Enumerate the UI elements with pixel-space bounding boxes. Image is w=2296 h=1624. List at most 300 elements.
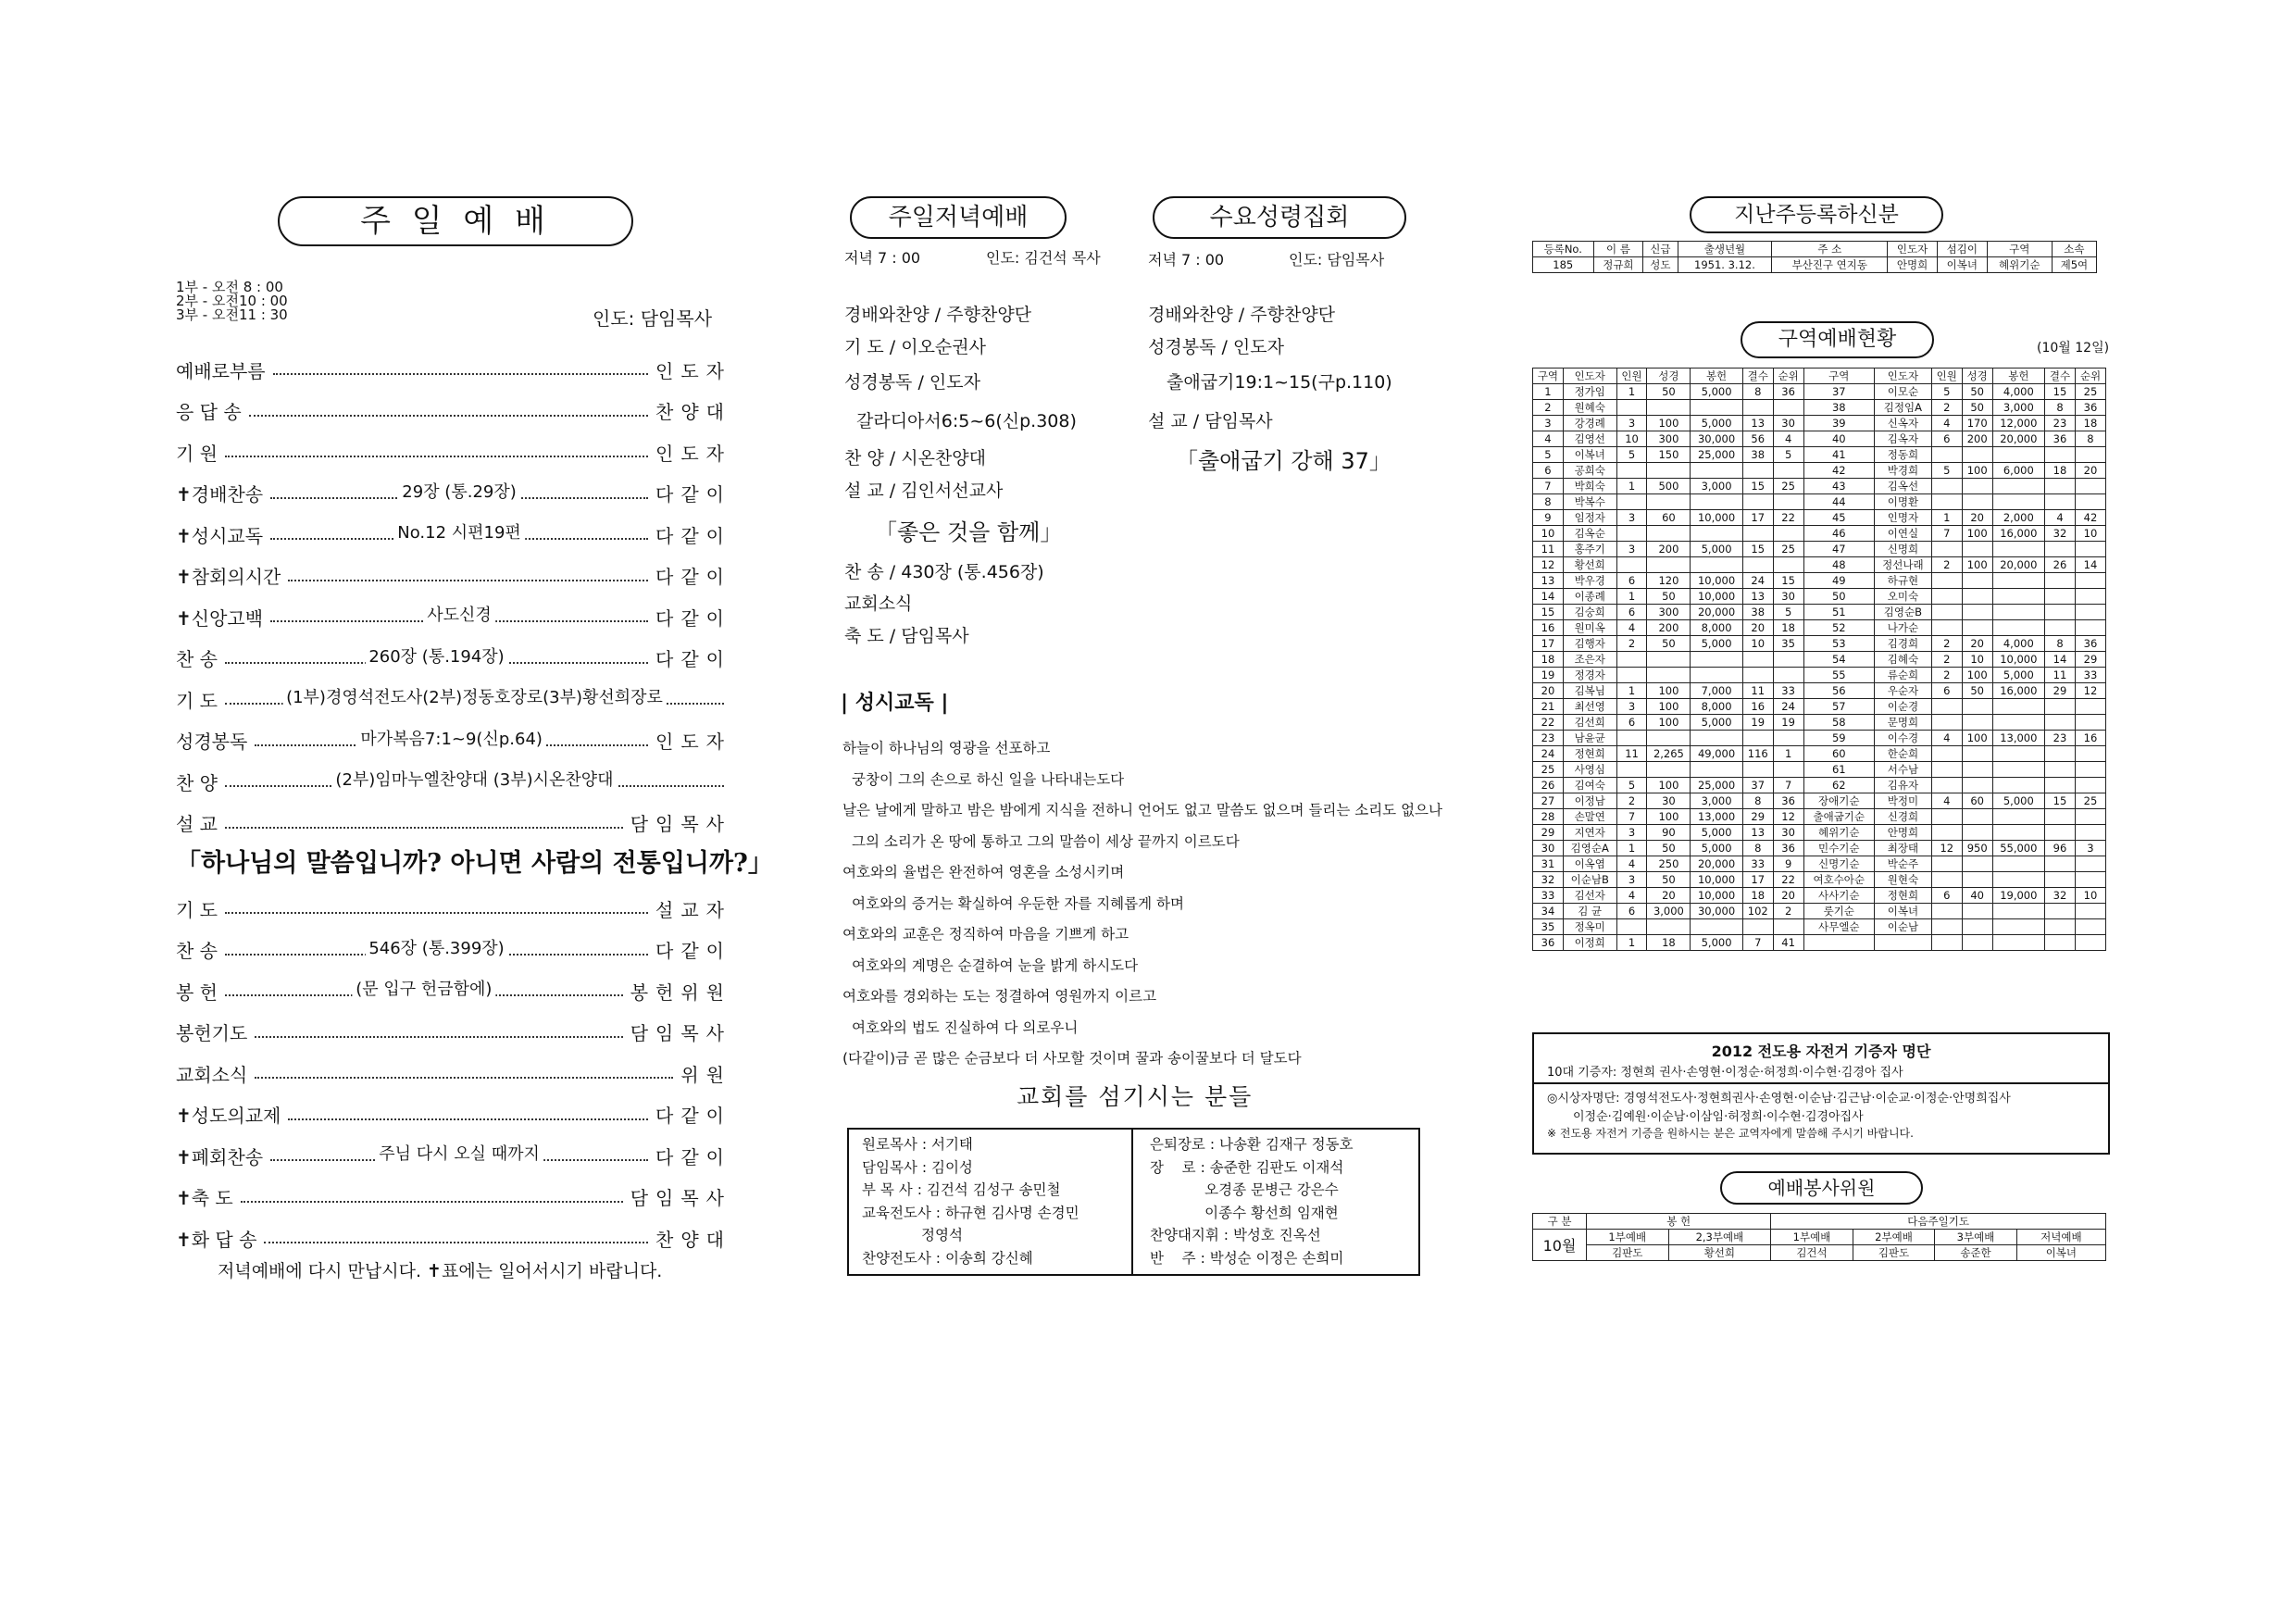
district-cell [2075, 919, 2105, 935]
order-detail: 사도신경 [423, 602, 495, 626]
district-header: 결수 [2045, 369, 2076, 384]
district-cell: 9 [1533, 510, 1564, 526]
district-cell [2075, 715, 2105, 731]
district-cell: 2 [1616, 636, 1647, 652]
district-cell [1931, 904, 1962, 919]
district-cell [2075, 589, 2105, 605]
district-cell: 950 [1962, 841, 1992, 856]
order-person: 다같이 [655, 606, 731, 630]
district-cell: 20,000 [1691, 856, 1742, 872]
district-cell: 8 [2045, 636, 2076, 652]
district-cell: 나가순 [1874, 620, 1931, 636]
district-cell: 지연자 [1563, 825, 1616, 841]
district-header: 결수 [1742, 369, 1773, 384]
district-cell: 38 [1803, 400, 1874, 416]
district-cell [1616, 400, 1647, 416]
district-cell [1773, 557, 1803, 573]
order-label: ✝참회의시간 [176, 566, 281, 588]
district-cell: 37 [1742, 778, 1773, 793]
order-row [176, 1101, 731, 1129]
district-cell: 60 [1962, 793, 1992, 809]
district-cell [2045, 919, 2076, 935]
district-cell: 100 [1962, 557, 1992, 573]
district-cell [1992, 542, 2044, 557]
district-cell: 56 [1803, 683, 1874, 699]
order-row [176, 1224, 731, 1252]
district-cell [1773, 463, 1803, 479]
district-cell: 5,000 [1691, 636, 1742, 652]
district-cell [1691, 652, 1742, 668]
district-cell: 13 [1533, 573, 1564, 589]
district-cell [1931, 778, 1962, 793]
district-cell: 36 [2075, 636, 2105, 652]
district-cell: 100 [1647, 683, 1691, 699]
dotted-leader [255, 1068, 673, 1079]
district-cell [1931, 919, 1962, 935]
district-cell: 29 [1533, 825, 1564, 841]
sunday-service-title: 주 일 예 배 [278, 196, 633, 246]
service-committee-title: 예배봉사위원 [1720, 1171, 1923, 1205]
district-cell: 16 [1533, 620, 1564, 636]
district-cell: 32 [2045, 526, 2076, 542]
district-header: 성경 [1962, 369, 1992, 384]
wednesday-line: 설 교 / 담임목사 [1148, 411, 1273, 431]
district-cell [1962, 715, 1992, 731]
district-title: 구역예배현황 [1741, 321, 1934, 358]
district-cell [1691, 400, 1742, 416]
district-cell: 원혜숙 [1563, 400, 1616, 416]
district-cell [1992, 589, 2044, 605]
district-cell [1992, 809, 2044, 825]
order-label: ✝폐회찬송 [176, 1145, 264, 1168]
district-cell [2075, 447, 2105, 463]
district-cell: 36 [1773, 793, 1803, 809]
newcomer-table [1532, 241, 2097, 273]
district-cell [1962, 494, 1992, 510]
district-cell [1931, 589, 1962, 605]
district-cell: 22 [1773, 872, 1803, 888]
order-detail: 마가복음7:1~9(신p.64) [356, 726, 546, 750]
district-cell [2045, 746, 2076, 762]
district-cell [1931, 746, 1962, 762]
dotted-leader [241, 1192, 623, 1203]
staff-line: 오경종 문병근 강은수 [1150, 1181, 1339, 1198]
district-cell [2045, 762, 2076, 778]
district-cell: 32 [1533, 872, 1564, 888]
district-cell [1962, 904, 1992, 919]
district-cell: 15 [1773, 573, 1803, 589]
district-cell [1931, 856, 1962, 872]
order-label: ✝축 도 [176, 1187, 233, 1209]
evening-line: 갈라디아서6:5~6(신p.308) [856, 411, 1077, 431]
district-cell [1992, 699, 2044, 715]
district-cell: 20,000 [1992, 431, 2044, 447]
order-detail: 29장 (통.29장) [398, 479, 519, 503]
district-cell: 38 [1742, 447, 1773, 463]
district-cell: 24 [1773, 699, 1803, 715]
evening-line: 성경봉독 / 인도자 [844, 372, 980, 393]
district-cell [1742, 494, 1773, 510]
district-cell: 60 [1647, 510, 1691, 526]
district-cell: 손말연 [1563, 809, 1616, 825]
district-cell: 200 [1962, 431, 1992, 447]
district-cell: 28 [1533, 809, 1564, 825]
district-cell [1931, 605, 1962, 620]
dotted-leader [225, 770, 724, 790]
district-cell [1962, 825, 1992, 841]
district-cell: 25 [1773, 479, 1803, 494]
district-cell [1931, 809, 1962, 825]
district-header: 인도자 [1874, 369, 1931, 384]
district-cell [2045, 620, 2076, 636]
order-detail: 260장 (통.194장) [365, 643, 507, 668]
district-cell: 20 [1742, 620, 1773, 636]
district-cell [2075, 699, 2105, 715]
district-cell [2075, 605, 2105, 620]
district-cell: 이종례 [1563, 589, 1616, 605]
district-cell: 최장태 [1874, 841, 1931, 856]
district-cell [1992, 935, 2044, 951]
district-cell: 10 [2075, 526, 2105, 542]
newcomer-header: 구역 [1987, 242, 2052, 257]
sub-header: 1부예배 [1771, 1230, 1853, 1245]
order-label: 봉헌기도 [176, 1022, 248, 1044]
district-cell: 김선자 [1563, 888, 1616, 904]
district-cell [1742, 463, 1773, 479]
sunday-leader: 인도: 담임목사 [593, 307, 713, 330]
district-date: (10월 12일) [2037, 341, 2110, 356]
district-cell: 조은자 [1563, 652, 1616, 668]
district-cell: 우순자 [1874, 683, 1931, 699]
district-header: 봉헌 [1691, 369, 1742, 384]
order-person: 다같이 [655, 940, 731, 962]
newcomer-header: 이 름 [1593, 242, 1643, 257]
district-cell: 8 [1742, 793, 1773, 809]
district-cell: 12 [1931, 841, 1962, 856]
district-cell: 30,000 [1691, 431, 1742, 447]
district-cell: 5,000 [1691, 825, 1742, 841]
district-cell: 2 [1931, 668, 1962, 683]
district-cell: 3,000 [1691, 479, 1742, 494]
district-cell: 12 [2075, 683, 2105, 699]
district-cell: 18 [2045, 463, 2076, 479]
order-row [176, 356, 731, 383]
district-cell: 58 [1803, 715, 1874, 731]
district-cell: 공희숙 [1563, 463, 1616, 479]
evening-line: 경배와찬양 / 주향찬양단 [844, 305, 1032, 325]
district-cell: 1 [1616, 841, 1647, 856]
dotted-leader [225, 688, 724, 707]
district-cell: 강경례 [1563, 416, 1616, 431]
district-cell: 30 [1533, 841, 1564, 856]
evening-line: 찬 송 / 430장 (통.456장) [844, 562, 1044, 582]
staff-line: 반 주 : 박성순 이정은 손희미 [1150, 1249, 1344, 1267]
district-cell: 사사기순 [1803, 888, 1874, 904]
staff-line: 담임목사 : 김이성 [862, 1158, 973, 1176]
district-cell: 김옥선 [1874, 479, 1931, 494]
committee-name: 이복녀 [2016, 1245, 2105, 1261]
district-cell: 출애굽기순 [1803, 809, 1874, 825]
district-cell: 정현희 [1874, 888, 1931, 904]
district-cell: 39 [1803, 416, 1874, 431]
dotted-leader [225, 903, 648, 914]
bicycle-title: 2012 전도용 자전거 기증자 명단 [1711, 1043, 1931, 1060]
newcomer-header: 주 소 [1772, 242, 1888, 257]
order-label: ✝경배찬송 [176, 483, 264, 506]
district-cell: 정가임 [1563, 384, 1616, 400]
wednesday-time: 저녁 7 : 00 [1148, 251, 1225, 269]
order-row [176, 977, 731, 1005]
district-cell [1931, 573, 1962, 589]
district-cell [2075, 762, 2105, 778]
district-cell: 8 [1742, 384, 1773, 400]
bicycle-line: 10대 기증자: 정현희 권사·손영현·이정순·허정희·이수현·김경아 집사 [1547, 1066, 1903, 1080]
order-label: 찬 양 [176, 771, 218, 794]
district-cell: 23 [2045, 731, 2076, 746]
responsive-reading-title: | 성시교독 | [841, 692, 949, 715]
dotted-leader [255, 1027, 622, 1038]
district-cell: 90 [1647, 825, 1691, 841]
newcomer-cell: 정규희 [1593, 257, 1643, 273]
order-detail: 주님 다시 오실 때까지 [375, 1141, 543, 1165]
district-cell: 40 [1803, 431, 1874, 447]
district-cell: 25 [2075, 384, 2105, 400]
newcomer-cell: 성도 [1643, 257, 1678, 273]
district-cell [1992, 856, 2044, 872]
district-cell [1742, 668, 1773, 683]
district-cell: 18 [1742, 888, 1773, 904]
district-cell: 100 [1962, 731, 1992, 746]
order-person: 다같이 [655, 1105, 731, 1127]
district-cell: 원미옥 [1563, 620, 1616, 636]
district-cell [2045, 825, 2076, 841]
verse-line: 여호와의 율법은 완전하여 영혼을 소성시키며 [842, 864, 1125, 881]
newcomer-title: 지난주등록하신분 [1690, 196, 1943, 233]
district-cell: 13 [1742, 825, 1773, 841]
district-cell: 12 [1533, 557, 1564, 573]
district-cell: 21 [1533, 699, 1564, 715]
district-cell: 이순경 [1874, 699, 1931, 715]
district-cell: 6 [1931, 683, 1962, 699]
order-person: 인도자 [655, 731, 731, 753]
district-cell: 120 [1647, 573, 1691, 589]
district-cell: 170 [1962, 416, 1992, 431]
district-cell [1647, 762, 1691, 778]
newcomer-header: 출생년월 [1678, 242, 1772, 257]
evening-line: 교회소식 [844, 593, 913, 614]
district-cell: 이순남 [1874, 919, 1931, 935]
district-cell [1742, 400, 1773, 416]
order-label: 응 답 송 [176, 401, 242, 423]
district-cell: 10,000 [1691, 510, 1742, 526]
district-cell [1647, 652, 1691, 668]
district-cell: 13,000 [1992, 731, 2044, 746]
district-cell: 12,000 [1992, 416, 2044, 431]
district-cell: 4 [1773, 431, 1803, 447]
district-cell: 24 [1742, 573, 1773, 589]
district-cell: 47 [1803, 542, 1874, 557]
district-cell: 13 [1742, 416, 1773, 431]
district-cell [1931, 494, 1962, 510]
district-cell: 30 [1773, 825, 1803, 841]
district-cell: 19,000 [1992, 888, 2044, 904]
district-cell [1992, 778, 2044, 793]
district-cell: 200 [1647, 620, 1691, 636]
district-cell: 49 [1803, 573, 1874, 589]
district-cell: 300 [1647, 605, 1691, 620]
district-cell: 45 [1803, 510, 1874, 526]
wednesday-line: 성경봉독 / 인도자 [1148, 337, 1284, 357]
district-cell: 2 [1931, 652, 1962, 668]
district-cell: 25 [2075, 793, 2105, 809]
district-cell: 15 [2045, 384, 2076, 400]
district-cell: 4,000 [1992, 636, 2044, 652]
staff-line: 은퇴장로 : 나송환 김재구 정동호 [1150, 1136, 1354, 1153]
district-cell [2075, 856, 2105, 872]
staff-line: 찬양대지휘 : 박성호 진옥선 [1150, 1227, 1321, 1243]
order-row [176, 685, 731, 713]
district-cell: 김 균 [1563, 904, 1616, 919]
sub-header: 2부예배 [1853, 1230, 1935, 1245]
order-person: 설교자 [655, 898, 731, 921]
district-cell: 50 [1962, 683, 1992, 699]
district-cell: 5,000 [1992, 793, 2044, 809]
service-time-1: 1부 - 오전 8 : 00 [176, 279, 283, 295]
table-row [1533, 841, 2106, 856]
district-cell: 2 [1616, 793, 1647, 809]
newcomer-header: 섬김이 [1937, 242, 1987, 257]
district-cell: 41 [1803, 447, 1874, 463]
district-cell: 20 [1962, 636, 1992, 652]
order-label: ✝성시교독 [176, 524, 264, 547]
table-row [1533, 699, 2106, 715]
order-detail: (1부)경영석전도사(2부)정동호장로(3부)황선희장로 [282, 684, 667, 708]
verse-line: 여호와의 교훈은 정직하여 마음을 기쁘게 하고 [842, 926, 1129, 943]
district-cell [1992, 479, 2044, 494]
district-cell: 50 [1962, 384, 1992, 400]
district-cell: 10,000 [1691, 872, 1742, 888]
wednesday-sermon: 「출애굽기 강해 37」 [1176, 448, 1391, 474]
district-cell [1931, 447, 1962, 463]
wednesday-service-title: 수요성령집회 [1153, 196, 1406, 239]
verse-line: 하늘이 하나님의 영광을 선포하고 [842, 740, 1051, 756]
district-cell [2075, 746, 2105, 762]
district-cell: 6 [1533, 463, 1564, 479]
dotted-leader [288, 570, 648, 581]
order-row [176, 520, 731, 548]
month-cell: 10월 [1533, 1230, 1587, 1261]
district-cell: 장애기순 [1803, 793, 1874, 809]
district-cell: 7,000 [1691, 683, 1742, 699]
district-cell [2045, 778, 2076, 793]
order-detail: (2부)임마누엘찬양대 (3부)시온찬양대 [331, 767, 617, 791]
table-row [1533, 510, 2106, 526]
staff-line: 부 목 사 : 김건석 김성구 송민철 [862, 1181, 1061, 1198]
district-cell [1691, 526, 1742, 542]
district-cell: 7 [1533, 479, 1564, 494]
order-label: 찬 송 [176, 940, 218, 962]
table-row [1533, 793, 2106, 809]
table-row [1533, 447, 2106, 463]
district-cell [2075, 809, 2105, 825]
district-cell: 김영순B [1874, 605, 1931, 620]
district-cell [2075, 904, 2105, 919]
district-cell: 48 [1803, 557, 1874, 573]
district-cell [1931, 872, 1962, 888]
district-cell [2045, 589, 2076, 605]
district-cell: 41 [1773, 935, 1803, 951]
dotted-leader [225, 938, 648, 958]
district-cell [1691, 557, 1742, 573]
district-cell: 18 [1773, 620, 1803, 636]
table-row [1533, 605, 2106, 620]
district-cell: 52 [1803, 620, 1874, 636]
district-cell: 15 [1742, 479, 1773, 494]
district-cell [1992, 904, 2044, 919]
table-row [1533, 683, 2106, 699]
district-cell: 3 [1616, 699, 1647, 715]
staff-box [847, 1128, 1420, 1276]
order-detail: No.12 시편19편 [393, 519, 525, 543]
district-cell: 6 [1616, 605, 1647, 620]
district-cell: 박정미 [1874, 793, 1931, 809]
newcomer-cell: 부산진구 연지동 [1772, 257, 1888, 273]
district-header: 봉헌 [1992, 369, 2044, 384]
district-cell: 61 [1803, 762, 1874, 778]
order-row [176, 894, 731, 922]
district-cell [1992, 447, 2044, 463]
district-cell: 신명기순 [1803, 856, 1874, 872]
dotted-leader [255, 729, 648, 749]
district-cell [1742, 731, 1773, 746]
district-cell [1962, 762, 1992, 778]
district-cell: 12 [1773, 809, 1803, 825]
district-cell: 10 [2075, 888, 2105, 904]
district-cell: 김행자 [1563, 636, 1616, 652]
district-cell: 사영심 [1563, 762, 1616, 778]
district-cell: 20 [1533, 683, 1564, 699]
district-cell: 100 [1647, 778, 1691, 793]
wednesday-line: 출애굽기19:1~15(구p.110) [1167, 372, 1392, 393]
district-cell [1742, 652, 1773, 668]
district-cell [1691, 494, 1742, 510]
district-cell: 50 [1647, 841, 1691, 856]
verse-line: 여호와의 증거는 확실하여 우둔한 자를 지혜롭게 하며 [852, 894, 1184, 912]
district-cell: 50 [1647, 636, 1691, 652]
verse-line: 여호와를 경외하는 도는 정결하여 영원까지 이르고 [842, 988, 1157, 1005]
district-cell: 20,000 [1992, 557, 2044, 573]
district-cell: 2 [1931, 400, 1962, 416]
district-cell [1931, 479, 1962, 494]
order-row [176, 1142, 731, 1169]
district-cell: 임정자 [1563, 510, 1616, 526]
order-row [176, 1018, 731, 1046]
district-cell: 김옥자 [1874, 431, 1931, 447]
district-cell: 15 [1533, 605, 1564, 620]
order-label: ✝성도의교제 [176, 1105, 281, 1127]
district-cell: 박우경 [1563, 573, 1616, 589]
district-cell: 6 [1931, 431, 1962, 447]
order-person: 찬양대 [655, 1228, 731, 1251]
district-cell: 11 [1533, 542, 1564, 557]
district-cell: 55 [1803, 668, 1874, 683]
verse-line: 날은 날에게 말하고 밤은 밤에게 지식을 전하니 언어도 없고 말씀도 없으며 들리는 소리도 없으나 [842, 802, 1443, 818]
district-cell: 이옥염 [1563, 856, 1616, 872]
district-cell: 20 [1962, 510, 1992, 526]
district-cell: 50 [1647, 384, 1691, 400]
district-cell: 29 [1742, 809, 1773, 825]
district-cell [1616, 668, 1647, 683]
